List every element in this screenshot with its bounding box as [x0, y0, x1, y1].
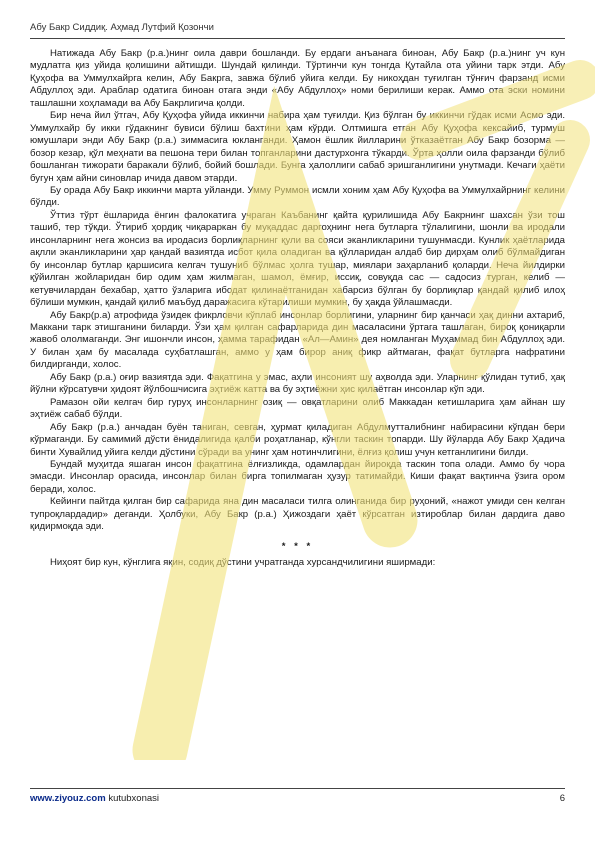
body-paragraph: Бу орада Абу Бакр иккинчи марта уйланди. Умму Руммон исмли хоним ҳам Абу Қуҳофа ва Уммулхайрнинг келини бўлди.	[30, 184, 565, 209]
body-paragraph: Кейинги пайтда қилган бир сафарида яна дин масаласи тилга олинганида бир руҳоний, «нажот умиди сен келган тупроқлардадир» деганди. Ҳолбуки, Абу Бакр (р.а.) Ҳижоздаги ҳаёт кўрсатган изтироблар билан дардига даво қидирмоқда эди.	[30, 496, 565, 533]
site-link[interactable]: www.ziyouz.com	[30, 793, 106, 804]
body-paragraph: Ўттиз тўрт ёшларида ёнгин фалокатига учраган Каъбанинг қайта қурилишида Абу Бакрнинг шахсан ўзи тош ташиб, тер тўкди. Ўтириб ҳордиқ чиқараркан бу муқаддас даргоҳнинг нега бутларга тўлалигини, шонли ва иродали инсонларнинг нега жонсиз ва иродасиз борлиқларнинг қули ва сояси эканликларини тушунмасди. Кунлик ҳаётларида ақлли эканликларини ҳар қандай вазиятда исбот қила оладиган ва қўлларидан алдаб бир дирҳам олиб бўлмайдиган бу инсонлар бутлар қаршисига келгач тушуниб бўлмас ҳолга тушар, миялари заҳарланиб қоларди. Неча йилдирки қўйилган жойларидан бир одим ҳам жилмаган, шамол, ёмғир, иссиқ, совуқда сас — садосиз турган, келиб — кетувчилардан бехабар, ҳатто ўзларига ибодат қилинаётганидан хабарсиз бўлган бу борлиқлар қандай қилиб илоҳ бўлиши мумкин, қандай қилиб маъбуд даражасига кўтарилиши мумкин, бу ҳақда ўйлашмасди.	[30, 209, 565, 309]
body-paragraph: Рамазон ойи келгач бир гуруҳ инсонларнинг озиқ — овқатларини олиб Маккадан кетишларига ҳам айнан шу эҳтиёж сабаб бўлди.	[30, 396, 565, 421]
body-paragraph: Бундай муҳитда яшаган инсон фақатгина ёлғизликда, одамлардан йироқда таскин топа олади. Аммо бу чора эмасди. Инсонлар орасида, инсонлар билан бирга топилмаган ҳузур татимайди. Киши фақат вақтинча ўзига ором беради, холос.	[30, 458, 565, 495]
body-paragraph: Натижада Абу Бакр (р.а.)нинг оила даври бошланди. Бу ердаги анъанага биноан, Абу Бакр (р.а.)нинг уч кун мудлатга қиз уйида қолишини айтишди. Шундай қилинди. Тўртинчи кун тонгда Қутайла ота уйини тарк этди. Абу Қуҳофа ва Уммулхайрга келин, Абу Бакрга, завжа бўлиб уйига келди. Бу никоҳдан туғилган тўнғич фарзанд исми Абдуллоҳ эди. Араблар одатига биноан отага энди «Абу Абдуллоҳ» номи берилиши керак. Аммо ота эски номини ташлашни хоҳламади ва Абу Бакрлигича қолди.	[30, 48, 565, 109]
body-paragraph: Бир неча йил ўтгач, Абу Қуҳофа уйида иккинчи набира ҳам туғилди. Қиз бўлган бу иккинчи гўдак исми Асмо эди. Уммулхайр бу икки гўдакнинг бувиси бўлиш бахтини ҳам кўрди. Олтмишга етган Абу Қуҳофа кексайиб, турмуш юмушлари энди Абу Бакр (р.а.) зиммасига юкланганди. Ҳамон ёшлик йилларини ўтказаётган Абу Бакр бозорма —бозор кезар, қўл меҳнати ва пешона тери билан топганларини дастурхонга тўкарди. Ўрта ҳолли оила фарзанди бўлиб бошланган тижорати баракали бўлиб, бойий бошлади. Бунга ҳалоллиги сабаб эришганлигини унутмади. Кечаги ҳаёти бугун ҳам айни синовлар ичида давом этарди.	[30, 110, 565, 184]
footer-divider	[30, 788, 565, 789]
page-body	[30, 48, 565, 570]
closing-paragraph: Ниҳоят бир кун, кўнглига яқин, содиқ дўстини учратганда хурсандчилигини яширмади:	[50, 557, 436, 569]
site-label: kutubxonasi	[108, 793, 160, 804]
body-paragraph: Абу Бакр (р.а.) оғир вазиятда эди. Фақатгина у эмас, аҳли инсоният шу аҳволда эди. Уларнинг қўлидан тутиб, ҳақ йўлни кўрсатувчи ҳидоят йўлбошчисига эҳтиёж катта ва бу эҳтиёжни ҳис қилаётган инсонлар кўп эди.	[30, 371, 565, 396]
body-paragraph: Абу Бакр (р.а.) анчадан буён таниган, севган, ҳурмат қиладиган Абдулмутталибнинг набирасини кўпдан бери кўрмаганди. Бу самимий дўсти ёнидалигида қалби роҳатланар, кўнгли таскин топарди. Шу йўларда Абу Бакр Ҳадича бинти Хувайлид уйига келди дўстини сўради ва унинг ҳам нотинчлигини, ёлғиз қолиш учун кетганлигини билди.	[30, 421, 565, 458]
section-separator: * * *	[281, 540, 314, 552]
header-divider	[30, 38, 565, 39]
body-paragraph: Абу Бакр(р.а) атрофида ўзидек фикрловчи кўплаб инсонлар борлигини, уларнинг бир қанчаси ҳақ динни ахтариб, Маккани тарк этишганини биларди. Ўзи ҳам қилган сафарларида дин масаласини ўртага ташлаган, бироқ қониқарли жавоб ололмаганди. Энг ишончли инсон, ҳамма тарафидан «Ал—Амин» дея номланган Муҳаммад бин Абдуллоҳ эди. У билан ҳам бу масалада суҳбатлашган, аммо у ҳам бирор аниқ фикр айтмаган, фақат бутларга нафратини билдирганди, холос.	[30, 309, 565, 371]
running-header: Абу Бакр Сиддиқ. Аҳмад Лутфий Қозончи	[30, 22, 214, 33]
page-footer	[30, 793, 565, 804]
page-number: 6	[559, 793, 565, 804]
